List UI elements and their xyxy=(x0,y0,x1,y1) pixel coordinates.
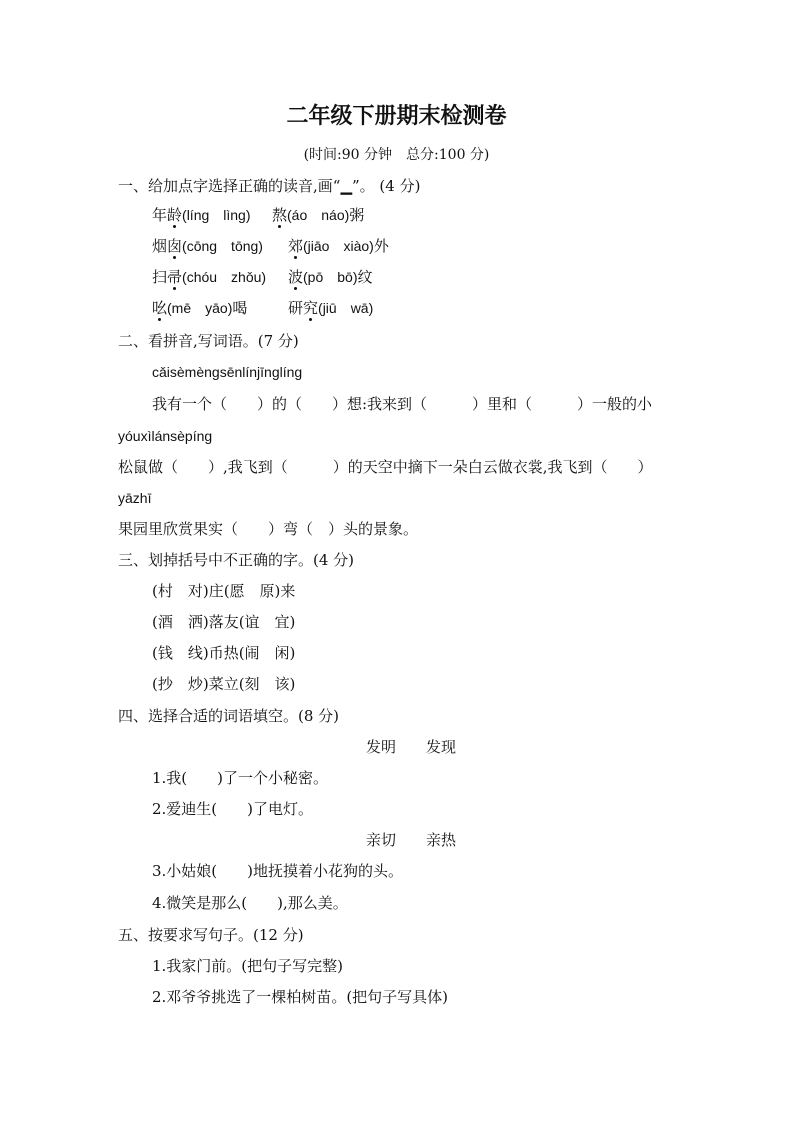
q3-row-1: (村 对)庄(愿 原)来 xyxy=(152,582,296,600)
q4-heading: 四、选择合适的词语填空。(8 分) xyxy=(118,707,340,725)
q3-row-4: (抄 炒)菜立(刻 该) xyxy=(152,675,296,693)
q2-sentence-3: 果园里欣赏果实（ ）弯（ ）头的景象。 xyxy=(118,520,419,538)
q2-sentence-1: 我有一个（ ）的（ ）想:我来到（ ）里和（ ）一般的小 xyxy=(152,395,653,413)
q4-word-choices-2: 亲切 亲热 xyxy=(366,831,457,849)
dotted-char: 熬 xyxy=(272,206,288,224)
q3-row-2: (酒 洒)落友(谊 宜) xyxy=(152,613,296,631)
q1-row-1: 年龄(líng lìng) 熬(áo náo)粥 xyxy=(152,206,365,224)
q4-word-choices-1: 发明 发现 xyxy=(366,738,457,756)
q2-pinyin-2: yóuxìlánsèpíng xyxy=(118,428,213,444)
q1-row-4: 吆(mē yāo)喝 研究(jiū wā) xyxy=(152,299,374,317)
page-title: 二年级下册期末检测卷 xyxy=(286,104,507,129)
exam-info: (时间:90 分钟 总分:100 分) xyxy=(303,147,490,163)
q2-pinyin-1: cǎisèmèngsēnlínjīnglíng xyxy=(152,364,303,380)
q4-item-3: 3.小姑娘( )地抚摸着小花狗的头。 xyxy=(152,862,404,880)
q1-row-2: 烟囱(cōng tōng) 郊(jiāo xiào)外 xyxy=(152,237,389,255)
q5-item-2: 2.邓爷爷挑选了一棵柏树苗。(把句子写具体) xyxy=(152,988,449,1006)
q4-item-1: 1.我( )了一个小秘密。 xyxy=(152,769,329,787)
q1-heading: 一、给加点字选择正确的读音,画“▁”。 (4 分) xyxy=(118,177,421,195)
q5-item-1: 1.我家门前。(把句子写完整) xyxy=(152,957,344,975)
q5-heading: 五、按要求写句子。(12 分) xyxy=(118,926,304,944)
q2-pinyin-3: yāzhī xyxy=(118,490,152,506)
q4-item-2: 2.爱迪生( )了电灯。 xyxy=(152,800,314,818)
q3-heading: 三、划掉括号中不正确的字。(4 分) xyxy=(118,551,355,569)
q1-row-3: 扫帚(chóu zhǒu) 波(pō bō)纹 xyxy=(152,268,373,286)
q4-item-4: 4.微笑是那么( ),那么美。 xyxy=(152,894,348,912)
q2-sentence-2: 松鼠做（ ）,我飞到（ ）的天空中摘下一朵白云做衣裳,我飞到（ ） xyxy=(118,458,653,476)
q3-row-3: (钱 线)币热(闹 闲) xyxy=(152,644,296,662)
q2-heading: 二、看拼音,写词语。(7 分) xyxy=(118,332,299,350)
